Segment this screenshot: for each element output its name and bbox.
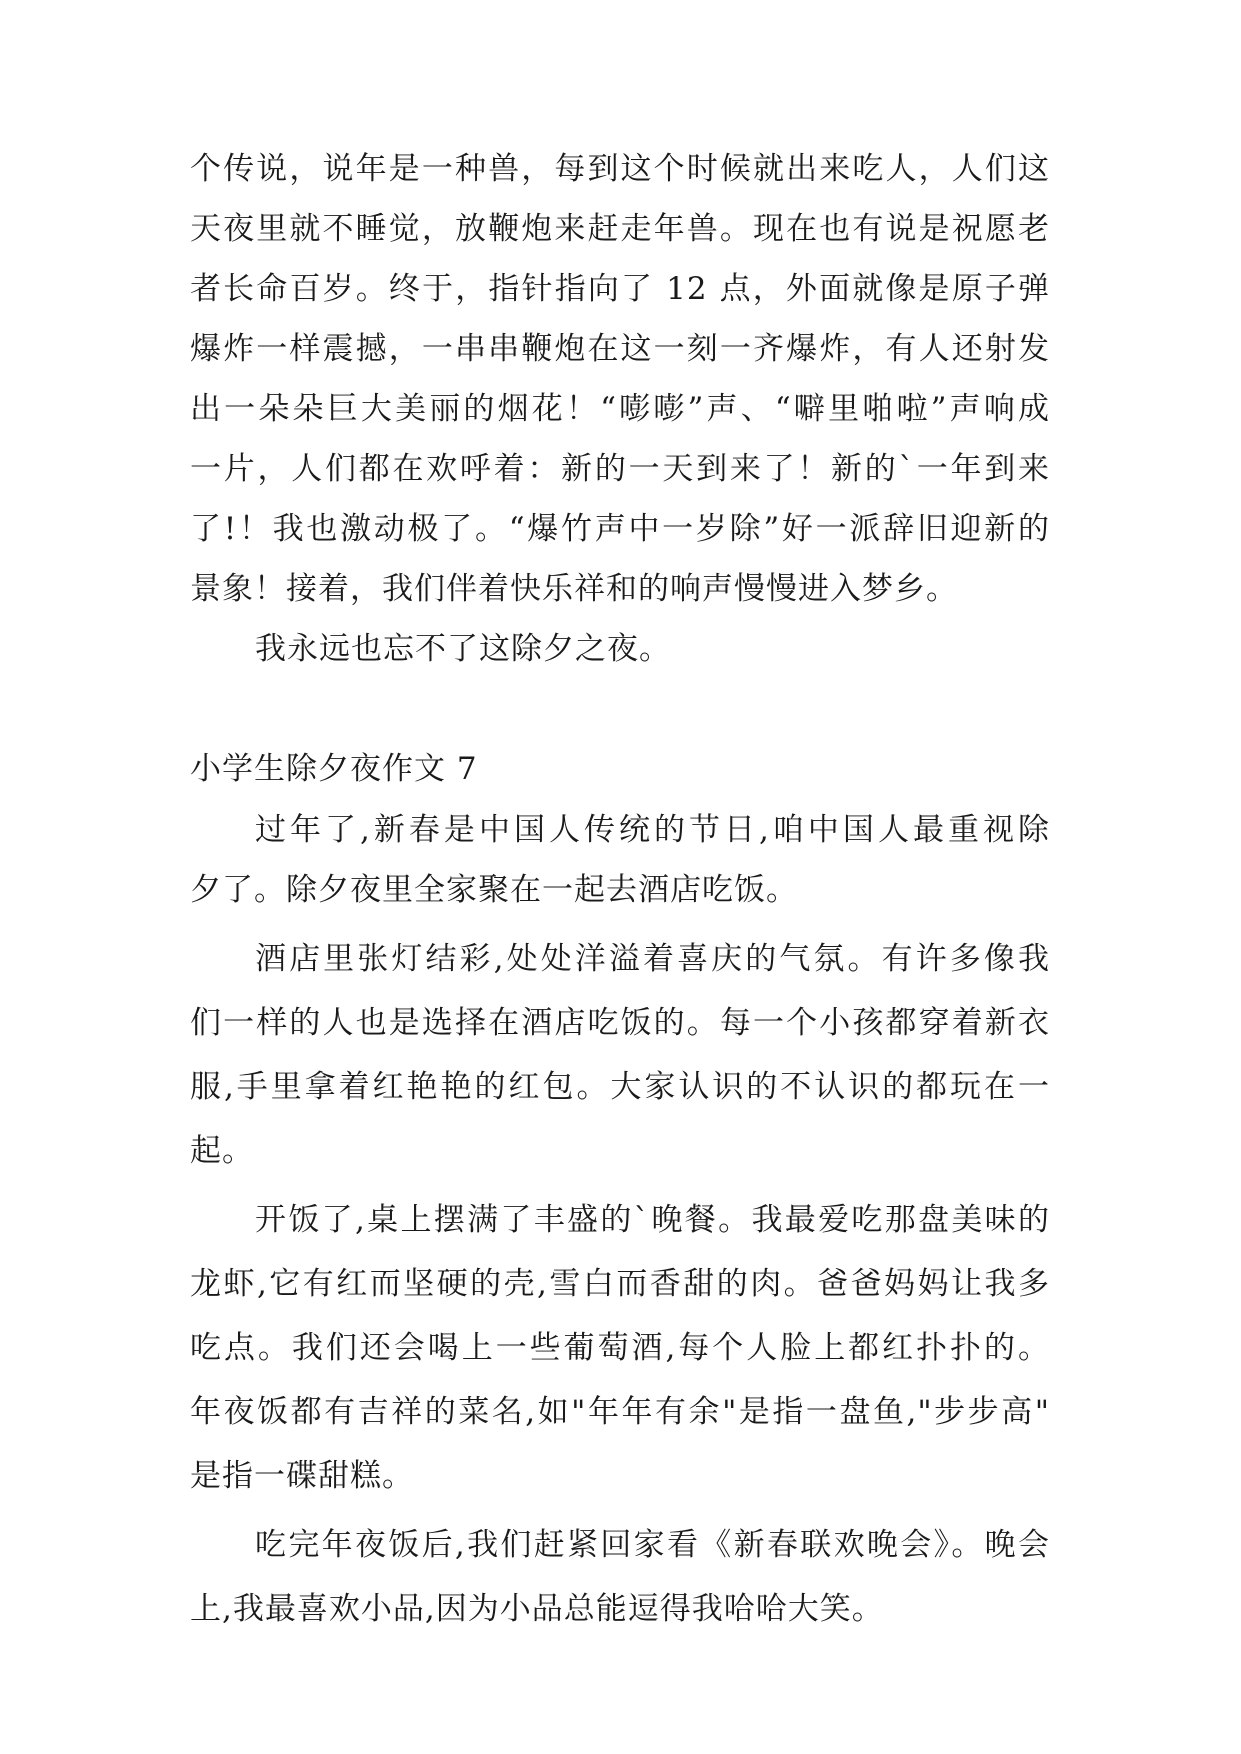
paragraph-2-line: 起。: [190, 1133, 254, 1169]
paragraph-3-line: 开饭了,桌上摆满了丰盛的`晚餐。我最爱吃那盘美味的: [255, 1202, 1050, 1238]
paragraph-2-line: 们一样的人也是选择在酒店吃饭的。每一个小孩都穿着新衣: [190, 1005, 1050, 1041]
paragraph-1-line: 过年了,新春是中国人传统的节日,咱中国人最重视除: [255, 812, 1050, 848]
text-line: 爆炸一样震撼，一串串鞭炮在这一刻一齐爆炸，有人还射发: [190, 331, 1050, 367]
paragraph-1-line: 夕了。除夕夜里全家聚在一起去酒店吃饭。: [190, 872, 798, 908]
text-line: 一片，人们都在欢呼着：新的一天到来了！新的`一年到来: [190, 451, 1050, 487]
paragraph-4-line: 上,我最喜欢小品,因为小品总能逗得我哈哈大笑。: [190, 1591, 884, 1627]
paragraph-2-line: 服,手里拿着红艳艳的红包。大家认识的不认识的都玩在一: [190, 1069, 1050, 1105]
paragraph-4-line: 吃完年夜饭后,我们赶紧回家看《新春联欢晚会》。晚会: [255, 1527, 1050, 1563]
paragraph-3-line: 吃点。我们还会喝上一些葡萄酒,每个人脸上都红扑扑的。: [190, 1330, 1050, 1366]
paragraph-3-line: 龙虾,它有红而坚硬的壳,雪白而香甜的肉。爸爸妈妈让我多: [190, 1266, 1050, 1302]
paragraph-3-line: 是指一碟甜糕。: [190, 1458, 414, 1494]
text-line: 景象！接着，我们伴着快乐祥和的响声慢慢进入梦乡。: [190, 571, 958, 607]
text-line: 天夜里就不睡觉，放鞭炮来赶走年兽。现在也有说是祝愿老: [190, 211, 1050, 247]
text-line: 了!！我也激动极了。“爆竹声中一岁除”好一派辞旧迎新的: [190, 511, 1050, 547]
section-title: 小学生除夕夜作文 7: [190, 751, 478, 787]
text-line: 个传说，说年是一种兽，每到这个时候就出来吃人，人们这: [190, 151, 1050, 187]
closing-sentence: 我永远也忘不了这除夕之夜。: [255, 631, 671, 667]
text-line: 者长命百岁。终于，指针指向了 12 点，外面就像是原子弹: [190, 271, 1050, 307]
paragraph-3-line: 年夜饭都有吉祥的菜名,如"年年有余"是指一盘鱼,"步步高": [190, 1394, 1050, 1430]
text-line: 出一朵朵巨大美丽的烟花！“嘭嘭”声、“噼里啪啦”声响成: [190, 391, 1050, 427]
paragraph-2-line: 酒店里张灯结彩,处处洋溢着喜庆的气氛。有许多像我: [255, 941, 1050, 977]
